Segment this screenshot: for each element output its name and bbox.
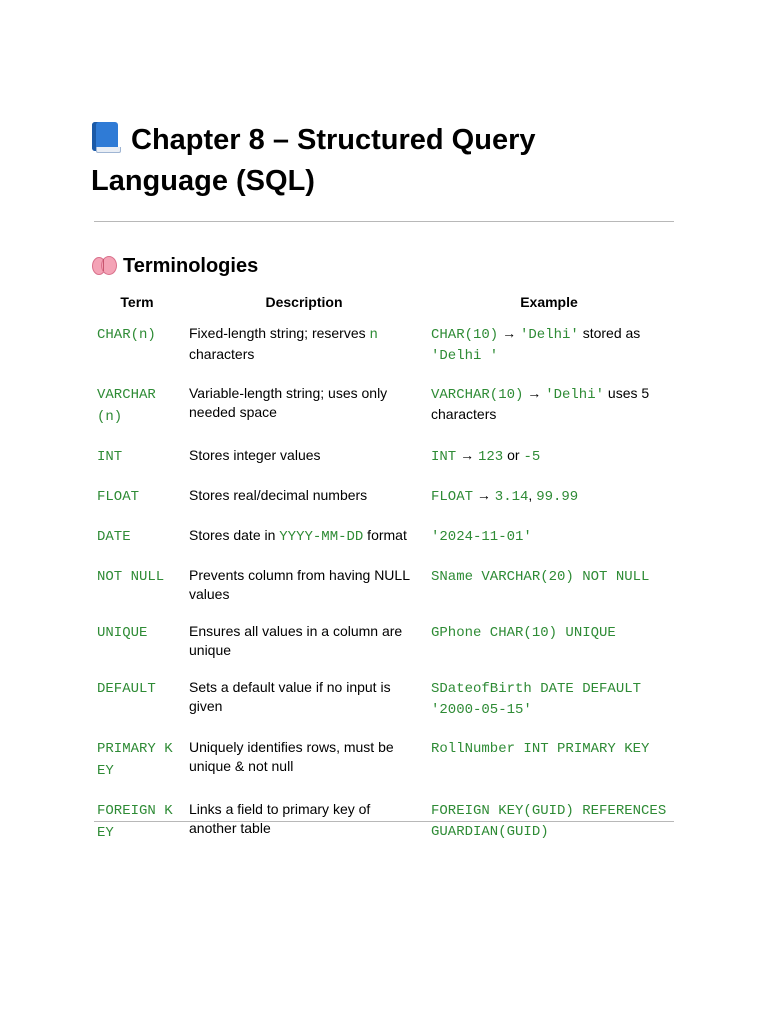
example-text-segment: → bbox=[473, 487, 495, 503]
example-code-segment: FLOAT bbox=[431, 489, 474, 505]
example-code-segment: FOREIGN KEY(GUID) REFERENCES GUARDIAN(GUID) bbox=[431, 803, 667, 840]
term-cell bbox=[91, 526, 183, 566]
example-cell bbox=[425, 486, 673, 526]
example-code-segment: RollNumber INT PRIMARY KEY bbox=[431, 741, 650, 757]
example-cell bbox=[425, 566, 673, 622]
column-header-description: Description bbox=[265, 294, 343, 310]
description-cell bbox=[183, 446, 425, 486]
description-code-segment: n bbox=[369, 327, 378, 343]
example-text-segment: → bbox=[456, 447, 478, 463]
bottom-divider bbox=[94, 821, 674, 822]
term-code: UNIQUE bbox=[97, 625, 148, 641]
page-title bbox=[91, 120, 651, 202]
example-text-segment: → bbox=[498, 325, 520, 341]
table-row bbox=[91, 384, 673, 446]
example-code-segment: 99.99 bbox=[536, 489, 579, 505]
example-text-segment: uses 5 characters bbox=[431, 385, 650, 422]
term-cell bbox=[91, 678, 183, 738]
term-code: FLOAT bbox=[97, 489, 140, 505]
term-code: FOREIGN KEY bbox=[97, 803, 173, 841]
example-code-segment: CHAR(10) bbox=[431, 327, 499, 343]
example-code-segment: GPhone CHAR(10) UNIQUE bbox=[431, 625, 616, 641]
table-header-row bbox=[91, 289, 673, 324]
description-text-segment: Prevents column from having NULL values bbox=[189, 567, 410, 602]
example-text-segment: → bbox=[523, 385, 546, 401]
example-text-segment: , bbox=[528, 487, 537, 503]
term-cell bbox=[91, 446, 183, 486]
example-cell bbox=[425, 324, 673, 384]
example-code-segment: INT bbox=[431, 449, 457, 465]
example-text-segment: or bbox=[503, 447, 524, 463]
example-cell bbox=[425, 800, 673, 862]
example-code-segment: VARCHAR(10) bbox=[431, 387, 524, 403]
example-cell bbox=[425, 678, 673, 738]
description-code-segment: YYYY-MM-DD bbox=[279, 529, 364, 545]
term-code: DEFAULT bbox=[97, 681, 156, 697]
table-row bbox=[91, 738, 673, 800]
table-row bbox=[91, 566, 673, 622]
example-code-segment: SDateofBirth DATE DEFAULT '2000-05-15' bbox=[431, 681, 642, 718]
description-cell bbox=[183, 800, 425, 862]
table-row bbox=[91, 446, 673, 486]
column-header-example: Example bbox=[520, 294, 578, 310]
term-cell bbox=[91, 738, 183, 800]
example-code-segment: -5 bbox=[523, 449, 541, 465]
description-text-segment: Ensures all values in a column are unique bbox=[189, 623, 403, 658]
term-cell bbox=[91, 800, 183, 862]
description-text-segment: Stores date in bbox=[189, 527, 280, 543]
terminology-table bbox=[91, 289, 673, 862]
example-code-segment: 'Delhi ' bbox=[431, 348, 499, 364]
brain-icon bbox=[91, 254, 118, 276]
description-text-segment: format bbox=[363, 527, 407, 543]
description-cell bbox=[183, 566, 425, 622]
table-row bbox=[91, 678, 673, 738]
description-cell bbox=[183, 384, 425, 446]
page-title-text: Chapter 8 – Structured Query Language (SQL) bbox=[91, 124, 536, 197]
example-cell bbox=[425, 446, 673, 486]
example-cell bbox=[425, 526, 673, 566]
example-code-segment: 123 bbox=[478, 449, 504, 465]
blue-book-icon bbox=[91, 122, 121, 153]
description-text-segment: Sets a default value if no input is given bbox=[189, 679, 391, 714]
example-code-segment: 3.14 bbox=[494, 489, 529, 505]
description-cell bbox=[183, 486, 425, 526]
description-text-segment: Stores integer values bbox=[189, 447, 321, 463]
example-code-segment: '2024-11-01' bbox=[431, 529, 532, 545]
description-cell bbox=[183, 324, 425, 384]
description-text-segment: Fixed-length string; reserves bbox=[189, 325, 370, 341]
section-heading bbox=[91, 253, 258, 279]
description-cell bbox=[183, 678, 425, 738]
term-cell bbox=[91, 566, 183, 622]
description-cell bbox=[183, 738, 425, 800]
description-cell bbox=[183, 622, 425, 678]
description-text-segment: Links a field to primary key of another table bbox=[189, 801, 371, 836]
example-code-segment: 'Delhi' bbox=[545, 387, 605, 403]
example-text-segment: stored as bbox=[578, 325, 641, 341]
table-row bbox=[91, 486, 673, 526]
term-cell bbox=[91, 384, 183, 446]
top-divider bbox=[94, 221, 674, 222]
terminology-table-body bbox=[91, 324, 673, 862]
term-cell bbox=[91, 486, 183, 526]
description-text-segment: Variable-length string; uses only needed space bbox=[189, 385, 388, 420]
term-code: NOT NULL bbox=[97, 569, 165, 585]
example-cell bbox=[425, 622, 673, 678]
description-text-segment: characters bbox=[189, 346, 255, 362]
table-row bbox=[91, 324, 673, 384]
term-code: VARCHAR(n) bbox=[97, 387, 156, 425]
term-cell bbox=[91, 324, 183, 384]
example-cell bbox=[425, 384, 673, 446]
table-row bbox=[91, 800, 673, 862]
table-row bbox=[91, 526, 673, 566]
example-cell bbox=[425, 738, 673, 800]
column-header-term: Term bbox=[120, 294, 154, 310]
term-code: INT bbox=[97, 449, 123, 465]
section-heading-text: Terminologies bbox=[123, 255, 259, 277]
example-code-segment: 'Delhi' bbox=[520, 327, 579, 343]
description-cell bbox=[183, 526, 425, 566]
term-code: PRIMARY KEY bbox=[97, 741, 173, 779]
example-code-segment: SName VARCHAR(20) NOT NULL bbox=[431, 569, 650, 585]
term-code: CHAR(n) bbox=[97, 327, 156, 343]
term-code: DATE bbox=[97, 529, 131, 545]
description-text-segment: Uniquely identifies rows, must be unique & not null bbox=[189, 739, 394, 774]
description-text-segment: Stores real/decimal numbers bbox=[189, 487, 368, 503]
term-cell bbox=[91, 622, 183, 678]
table-row bbox=[91, 622, 673, 678]
